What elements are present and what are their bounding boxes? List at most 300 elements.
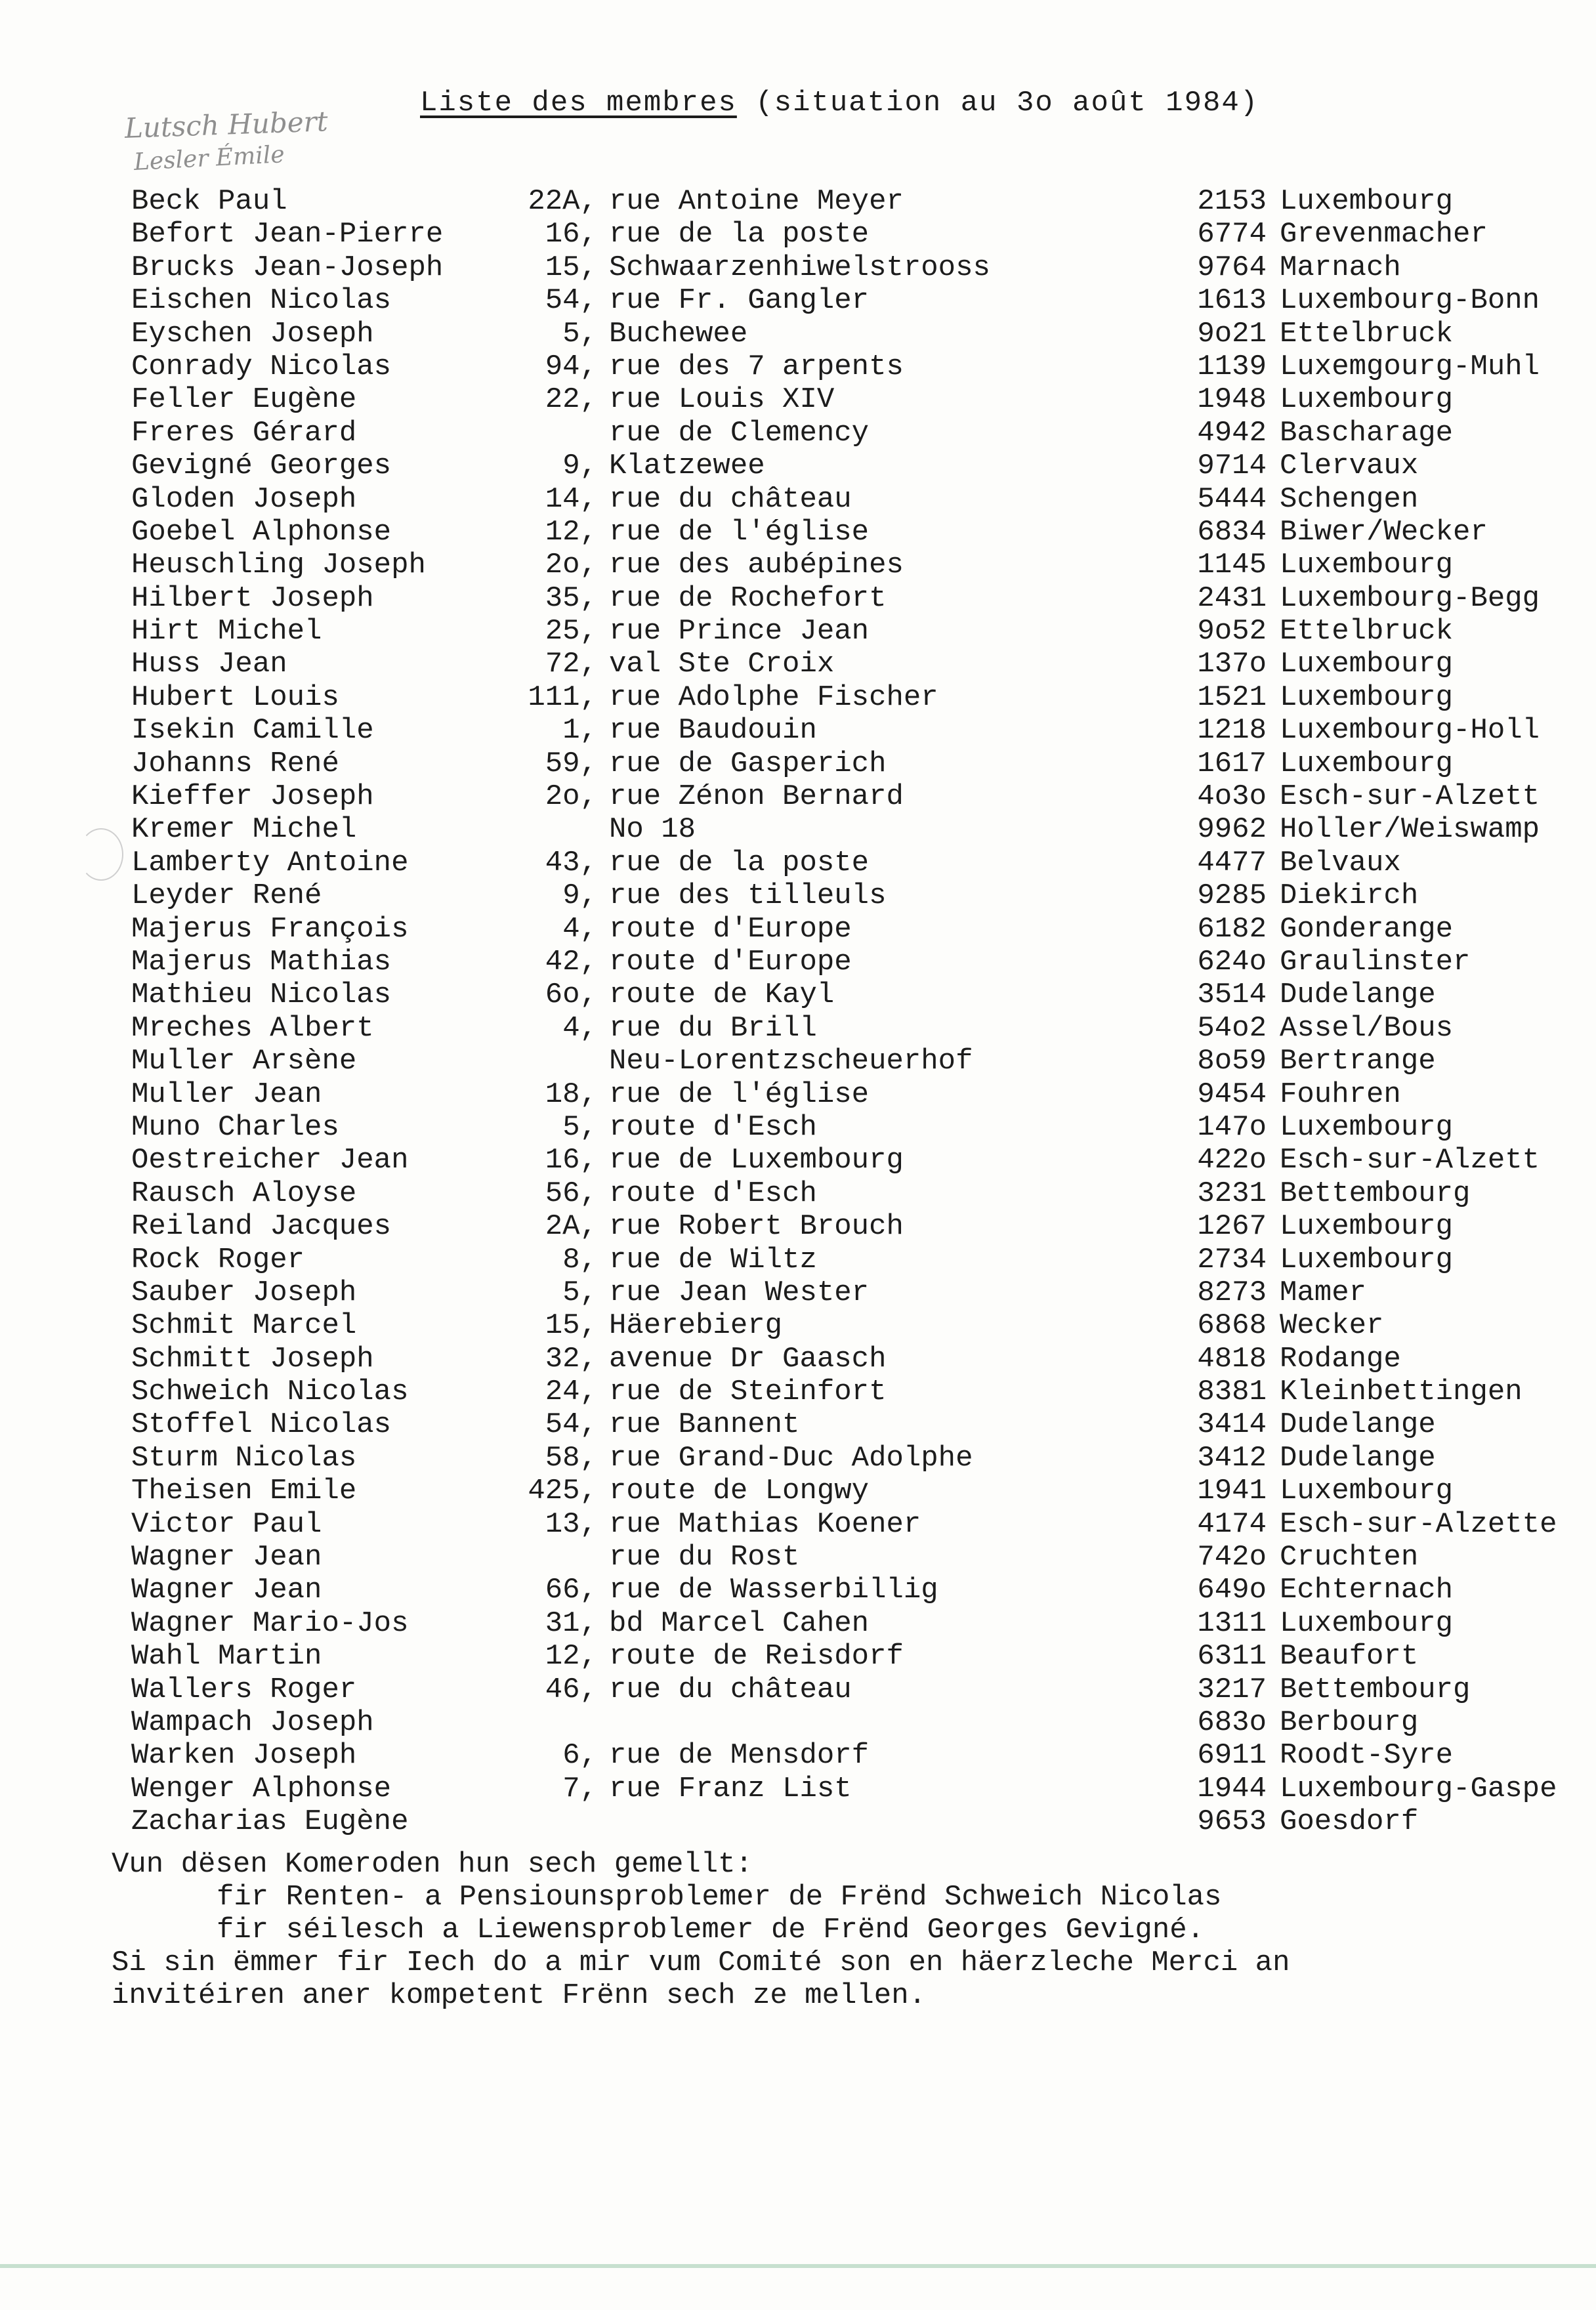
city-name: Luxembourg <box>1280 549 1454 582</box>
house-number: 12, <box>545 515 597 549</box>
member-name: Gevigné Georges <box>131 450 392 483</box>
member-row <box>0 1508 1596 1541</box>
postal-code: 6834 <box>1197 515 1267 549</box>
city-name: Holler/Weiswamp <box>1280 813 1540 847</box>
house-number: 425, <box>528 1475 597 1508</box>
postal-code: 2431 <box>1197 581 1267 615</box>
city-name: Berbourg <box>1280 1706 1419 1739</box>
member-row <box>0 813 1596 846</box>
postal-code: 147o <box>1197 1110 1267 1144</box>
title-underlined: Liste des membres <box>420 87 737 119</box>
member-row <box>0 780 1596 813</box>
house-number: 59, <box>545 747 597 780</box>
postal-code: 8381 <box>1197 1376 1267 1409</box>
member-row <box>0 1078 1596 1111</box>
postal-code: 5444 <box>1197 482 1267 516</box>
member-row <box>0 185 1596 218</box>
street-name: rue Adolphe Fischer <box>609 681 938 714</box>
note-line: fir séilesch a Liewensproblemer de Frënd Georges Gevigné. <box>217 1914 1205 1946</box>
street-name: rue du château <box>609 482 852 516</box>
member-row <box>0 1475 1596 1507</box>
city-name: Belvaux <box>1280 846 1401 879</box>
street-name: rue Grand-Duc Adolphe <box>609 1441 973 1475</box>
postal-code: 3414 <box>1197 1408 1267 1442</box>
postal-code: 1617 <box>1197 747 1267 780</box>
member-row <box>0 450 1596 482</box>
member-name: Kieffer Joseph <box>131 780 374 814</box>
street-name: val Ste Croix <box>609 648 835 681</box>
postal-code: 2153 <box>1197 185 1267 218</box>
member-name: Leyder René <box>131 879 322 913</box>
city-name: Biwer/Wecker <box>1280 515 1488 549</box>
member-row <box>0 1045 1596 1078</box>
postal-code: 1311 <box>1197 1606 1267 1640</box>
postal-code: 1218 <box>1197 714 1267 747</box>
city-name: Graulinster <box>1280 945 1471 978</box>
member-name: Rock Roger <box>131 1243 305 1276</box>
city-name: Dudelange <box>1280 978 1436 1012</box>
postal-code: 4174 <box>1197 1507 1267 1541</box>
house-number: 9, <box>562 450 597 483</box>
member-name: Muno Charles <box>131 1110 339 1144</box>
member-name: Wagner Mario-Jos <box>131 1606 409 1640</box>
city-name: Bascharage <box>1280 416 1454 450</box>
street-name: rue Jean Wester <box>609 1276 870 1309</box>
house-number: 72, <box>545 648 597 681</box>
street-name: route d'Europe <box>609 945 852 978</box>
member-row <box>0 1706 1596 1739</box>
street-name: Buchewee <box>609 317 748 350</box>
member-name: Warken Joseph <box>131 1739 357 1773</box>
city-name: Bettembourg <box>1280 1177 1471 1210</box>
street-name: rue de Gasperich <box>609 747 887 780</box>
member-name: Muller Arsène <box>131 1045 357 1078</box>
member-list <box>0 185 1596 1839</box>
street-name: rue de Steinfort <box>609 1376 887 1409</box>
postal-code: 649o <box>1197 1574 1267 1607</box>
city-name: Marnach <box>1280 251 1401 284</box>
city-name: Esch-sur-Alzett <box>1280 780 1540 814</box>
member-row <box>0 1012 1596 1045</box>
street-name: rue des tilleuls <box>609 879 887 913</box>
house-number: 22A, <box>528 185 597 218</box>
postal-code: 6311 <box>1197 1640 1267 1673</box>
city-name: Bettembourg <box>1280 1673 1471 1706</box>
member-name: Majerus François <box>131 912 409 946</box>
postal-code: 1948 <box>1197 383 1267 417</box>
house-number: 94, <box>545 350 597 383</box>
street-name: rue Fr. Gangler <box>609 284 870 318</box>
city-name: Esch-sur-Alzette <box>1280 1507 1557 1541</box>
house-number: 2A, <box>545 1210 597 1244</box>
member-row <box>0 1177 1596 1210</box>
document-title <box>420 87 1259 119</box>
member-row <box>0 1343 1596 1376</box>
member-name: Wenger Alphonse <box>131 1772 392 1805</box>
postal-code: 1521 <box>1197 681 1267 714</box>
house-number: 2o, <box>545 549 597 582</box>
member-name: Wagner Jean <box>131 1574 322 1607</box>
city-name: Gonderange <box>1280 912 1454 946</box>
street-name: rue de l'église <box>609 1078 870 1111</box>
street-name: bd Marcel Cahen <box>609 1606 870 1640</box>
house-number: 16, <box>545 218 597 251</box>
street-name: rue de Mensdorf <box>609 1739 870 1773</box>
street-name: No 18 <box>609 813 696 847</box>
member-row <box>0 648 1596 681</box>
member-name: Oestreicher Jean <box>131 1144 409 1177</box>
member-name: Hilbert Joseph <box>131 581 374 615</box>
member-row <box>0 1442 1596 1475</box>
member-row <box>0 1773 1596 1805</box>
postal-code: 9285 <box>1197 879 1267 913</box>
note-line: fir Renten- a Pensiounsproblemer de Frënd Schweich Nicolas <box>217 1881 1222 1914</box>
member-row <box>0 1144 1596 1177</box>
member-row <box>0 1805 1596 1838</box>
member-name: Schmitt Joseph <box>131 1342 374 1376</box>
street-name: rue de Wasserbillig <box>609 1574 938 1607</box>
city-name: Cruchten <box>1280 1541 1419 1574</box>
house-number: 54, <box>545 284 597 318</box>
street-name: rue de la poste <box>609 846 870 879</box>
member-name: Brucks Jean-Joseph <box>131 251 444 284</box>
house-number: 4, <box>562 912 597 946</box>
house-number: 6, <box>562 1739 597 1773</box>
street-name: rue de la poste <box>609 218 870 251</box>
postal-code: 4o3o <box>1197 780 1267 814</box>
member-row <box>0 1574 1596 1606</box>
member-name: Muller Jean <box>131 1078 322 1111</box>
member-name: Eischen Nicolas <box>131 284 392 318</box>
member-name: Hirt Michel <box>131 615 322 648</box>
member-row <box>0 251 1596 284</box>
house-number: 13, <box>545 1507 597 1541</box>
city-name: Bertrange <box>1280 1045 1436 1078</box>
member-row <box>0 549 1596 581</box>
street-name: rue Franz List <box>609 1772 852 1805</box>
city-name: Dudelange <box>1280 1441 1436 1475</box>
member-row <box>0 879 1596 912</box>
street-name: Neu-Lorentzscheuerhof <box>609 1045 973 1078</box>
member-name: Hubert Louis <box>131 681 339 714</box>
member-name: Theisen Emile <box>131 1475 357 1508</box>
member-row <box>0 1673 1596 1706</box>
street-name: rue des aubépines <box>609 549 904 582</box>
postal-code: 1267 <box>1197 1210 1267 1244</box>
city-name: Esch-sur-Alzett <box>1280 1144 1540 1177</box>
street-name: route d'Esch <box>609 1177 817 1210</box>
city-name: Luxembourg-Bonn <box>1280 284 1540 318</box>
street-name: Häerebierg <box>609 1309 783 1343</box>
street-name: avenue Dr Gaasch <box>609 1342 887 1376</box>
postal-code: 9454 <box>1197 1078 1267 1111</box>
member-name: Isekin Camille <box>131 714 374 747</box>
member-name: Wahl Martin <box>131 1640 322 1673</box>
house-number: 32, <box>545 1342 597 1376</box>
member-name: Reiland Jacques <box>131 1210 392 1244</box>
postal-code: 9714 <box>1197 450 1267 483</box>
street-name: rue des 7 arpents <box>609 350 904 383</box>
member-name: Wagner Jean <box>131 1541 322 1574</box>
street-name: rue Mathias Koener <box>609 1507 921 1541</box>
city-name: Schengen <box>1280 482 1419 516</box>
postal-code: 742o <box>1197 1541 1267 1574</box>
city-name: Roodt-Syre <box>1280 1739 1454 1773</box>
postal-code: 4942 <box>1197 416 1267 450</box>
postal-code: 1944 <box>1197 1772 1267 1805</box>
postal-code: 6911 <box>1197 1739 1267 1773</box>
member-row <box>0 946 1596 978</box>
member-row <box>0 1111 1596 1144</box>
postal-code: 9o21 <box>1197 317 1267 350</box>
city-name: Mamer <box>1280 1276 1367 1309</box>
street-name: rue Robert Brouch <box>609 1210 904 1244</box>
house-number: 18, <box>545 1078 597 1111</box>
city-name: Luxembourg <box>1280 185 1454 218</box>
street-name: route de Longwy <box>609 1475 870 1508</box>
member-name: Befort Jean-Pierre <box>131 218 444 251</box>
member-name: Eyschen Joseph <box>131 317 374 350</box>
city-name: Assel/Bous <box>1280 1011 1454 1045</box>
postal-code: 1145 <box>1197 549 1267 582</box>
postal-code: 3412 <box>1197 1441 1267 1475</box>
postal-code: 1613 <box>1197 284 1267 318</box>
street-name: rue de Clemency <box>609 416 870 450</box>
member-row <box>0 417 1596 450</box>
member-row <box>0 350 1596 383</box>
postal-code: 6182 <box>1197 912 1267 946</box>
member-row <box>0 681 1596 714</box>
member-name: Schmit Marcel <box>131 1309 357 1343</box>
member-name: Majerus Mathias <box>131 945 392 978</box>
handwritten-line: Lesler Émile <box>133 140 285 176</box>
city-name: Ettelbruck <box>1280 615 1454 648</box>
city-name: Luxembourg <box>1280 1110 1454 1144</box>
member-name: Sturm Nicolas <box>131 1441 357 1475</box>
footer-note <box>112 1848 1290 2012</box>
member-row <box>0 1276 1596 1309</box>
member-row <box>0 383 1596 416</box>
handwritten-notes <box>124 105 329 180</box>
postal-code: 9962 <box>1197 813 1267 847</box>
member-row <box>0 1408 1596 1441</box>
member-row <box>0 615 1596 648</box>
member-name: Freres Gérard <box>131 416 357 450</box>
city-name: Luxembourg <box>1280 747 1454 780</box>
street-name: rue Baudouin <box>609 714 817 747</box>
member-row <box>0 483 1596 516</box>
note-line: Si sin ëmmer fir Iech do a mir vum Comité son en häerzleche Merci an <box>112 1946 1290 1979</box>
postal-code: 3514 <box>1197 978 1267 1012</box>
city-name: Rodange <box>1280 1342 1401 1376</box>
house-number: 54, <box>545 1408 597 1442</box>
member-row <box>0 978 1596 1011</box>
member-row <box>0 913 1596 946</box>
house-number: 5, <box>562 1110 597 1144</box>
house-number: 8, <box>562 1243 597 1276</box>
city-name: Echternach <box>1280 1574 1454 1607</box>
bottom-rule <box>0 2264 1596 2268</box>
member-row <box>0 1309 1596 1342</box>
postal-code: 4818 <box>1197 1342 1267 1376</box>
street-name: rue Zénon Bernard <box>609 780 904 814</box>
postal-code: 6868 <box>1197 1309 1267 1343</box>
street-name: route de Kayl <box>609 978 835 1012</box>
postal-code: 9o52 <box>1197 615 1267 648</box>
house-number: 56, <box>545 1177 597 1210</box>
postal-code: 137o <box>1197 648 1267 681</box>
house-number: 15, <box>545 1309 597 1343</box>
house-number: 7, <box>562 1772 597 1805</box>
member-row <box>0 1376 1596 1408</box>
member-name: Goebel Alphonse <box>131 515 392 549</box>
member-name: Wampach Joseph <box>131 1706 374 1739</box>
city-name: Luxembourg <box>1280 681 1454 714</box>
house-number: 35, <box>545 581 597 615</box>
member-name: Heuschling Joseph <box>131 549 426 582</box>
member-name: Conrady Nicolas <box>131 350 392 383</box>
member-row <box>0 1739 1596 1772</box>
member-name: Kremer Michel <box>131 813 357 847</box>
house-number: 15, <box>545 251 597 284</box>
house-number: 1, <box>562 714 597 747</box>
member-name: Stoffel Nicolas <box>131 1408 392 1442</box>
city-name: Luxembourg <box>1280 383 1454 417</box>
house-number: 111, <box>528 681 597 714</box>
city-name: Luxembourg-Begg <box>1280 581 1540 615</box>
member-row <box>0 218 1596 251</box>
member-row <box>0 284 1596 317</box>
postal-code: 624o <box>1197 945 1267 978</box>
house-number: 46, <box>545 1673 597 1706</box>
house-number: 25, <box>545 615 597 648</box>
street-name: rue de l'église <box>609 515 870 549</box>
city-name: Luxembourg <box>1280 1210 1454 1244</box>
member-row <box>0 747 1596 780</box>
house-number: 43, <box>545 846 597 879</box>
postal-code: 2734 <box>1197 1243 1267 1276</box>
member-row <box>0 582 1596 615</box>
street-name: rue Antoine Meyer <box>609 185 904 218</box>
postal-code: 3217 <box>1197 1673 1267 1706</box>
house-number: 12, <box>545 1640 597 1673</box>
member-row <box>0 847 1596 879</box>
member-row <box>0 1640 1596 1673</box>
city-name: Luxembourg-Holl <box>1280 714 1540 747</box>
city-name: Goesdorf <box>1280 1805 1419 1839</box>
street-name: route d'Europe <box>609 912 852 946</box>
street-name: rue Prince Jean <box>609 615 870 648</box>
city-name: Beaufort <box>1280 1640 1419 1673</box>
city-name: Wecker <box>1280 1309 1384 1343</box>
member-name: Feller Eugène <box>131 383 357 417</box>
street-name: route d'Esch <box>609 1110 817 1144</box>
postal-code: 8273 <box>1197 1276 1267 1309</box>
postal-code: 8o59 <box>1197 1045 1267 1078</box>
street-name: rue du Brill <box>609 1011 817 1045</box>
house-number: 58, <box>545 1441 597 1475</box>
city-name: Ettelbruck <box>1280 317 1454 350</box>
street-name: rue Bannent <box>609 1408 800 1442</box>
member-name: Wallers Roger <box>131 1673 357 1706</box>
street-name: Schwaarzenhiwelstrooss <box>609 251 990 284</box>
house-number: 24, <box>545 1376 597 1409</box>
postal-code: 683o <box>1197 1706 1267 1739</box>
postal-code: 9653 <box>1197 1805 1267 1839</box>
postal-code: 6774 <box>1197 218 1267 251</box>
street-name: rue du château <box>609 1673 852 1706</box>
house-number: 5, <box>562 1276 597 1309</box>
city-name: Dudelange <box>1280 1408 1436 1442</box>
street-name: rue de Wiltz <box>609 1243 817 1276</box>
city-name: Luxembourg <box>1280 1475 1454 1508</box>
postal-code: 1941 <box>1197 1475 1267 1508</box>
postal-code: 1139 <box>1197 350 1267 383</box>
member-row <box>0 714 1596 747</box>
member-row <box>0 1607 1596 1640</box>
member-row <box>0 516 1596 549</box>
city-name: Clervaux <box>1280 450 1419 483</box>
house-number: 6o, <box>545 978 597 1012</box>
house-number: 66, <box>545 1574 597 1607</box>
member-row <box>0 1210 1596 1243</box>
member-name: Victor Paul <box>131 1507 322 1541</box>
postal-code: 9764 <box>1197 251 1267 284</box>
house-number: 16, <box>545 1144 597 1177</box>
member-name: Gloden Joseph <box>131 482 357 516</box>
member-row <box>0 318 1596 350</box>
house-number: 42, <box>545 945 597 978</box>
street-name: Klatzewee <box>609 450 765 483</box>
street-name: rue de Luxembourg <box>609 1144 904 1177</box>
member-name: Schweich Nicolas <box>131 1376 409 1409</box>
house-number: 22, <box>545 383 597 417</box>
city-name: Luxembourg-Gaspe <box>1280 1772 1557 1805</box>
city-name: Luxembourg <box>1280 1243 1454 1276</box>
member-name: Johanns René <box>131 747 339 780</box>
street-name: rue du Rost <box>609 1541 800 1574</box>
title-situation: (situation au 3o août 1984) <box>736 87 1259 119</box>
street-name: route de Reisdorf <box>609 1640 904 1673</box>
house-number: 2o, <box>545 780 597 814</box>
member-name: Beck Paul <box>131 185 287 218</box>
city-name: Kleinbettingen <box>1280 1376 1522 1409</box>
city-name: Fouhren <box>1280 1078 1401 1111</box>
member-name: Sauber Joseph <box>131 1276 357 1309</box>
city-name: Luxembourg <box>1280 648 1454 681</box>
member-name: Mreches Albert <box>131 1011 374 1045</box>
note-line: Vun dësen Komeroden hun sech gemellt: <box>112 1848 753 1881</box>
member-row <box>0 1541 1596 1574</box>
member-name: Huss Jean <box>131 648 287 681</box>
street-name: rue de Rochefort <box>609 581 887 615</box>
house-number: 14, <box>545 482 597 516</box>
house-number: 5, <box>562 317 597 350</box>
postal-code: 422o <box>1197 1144 1267 1177</box>
city-name: Diekirch <box>1280 879 1419 913</box>
member-name: Zacharias Eugène <box>131 1805 409 1839</box>
handwritten-line: Lutsch Hubert <box>124 105 329 144</box>
house-number: 31, <box>545 1606 597 1640</box>
house-number: 9, <box>562 879 597 913</box>
member-name: Lamberty Antoine <box>131 846 409 879</box>
city-name: Luxembourg <box>1280 1606 1454 1640</box>
note-line: invitéiren aner kompetent Frënn sech ze mellen. <box>112 1979 927 2012</box>
member-row <box>0 1244 1596 1276</box>
city-name: Luxemgourg-Muhl <box>1280 350 1540 383</box>
postal-code: 54o2 <box>1197 1011 1267 1045</box>
postal-code: 4477 <box>1197 846 1267 879</box>
